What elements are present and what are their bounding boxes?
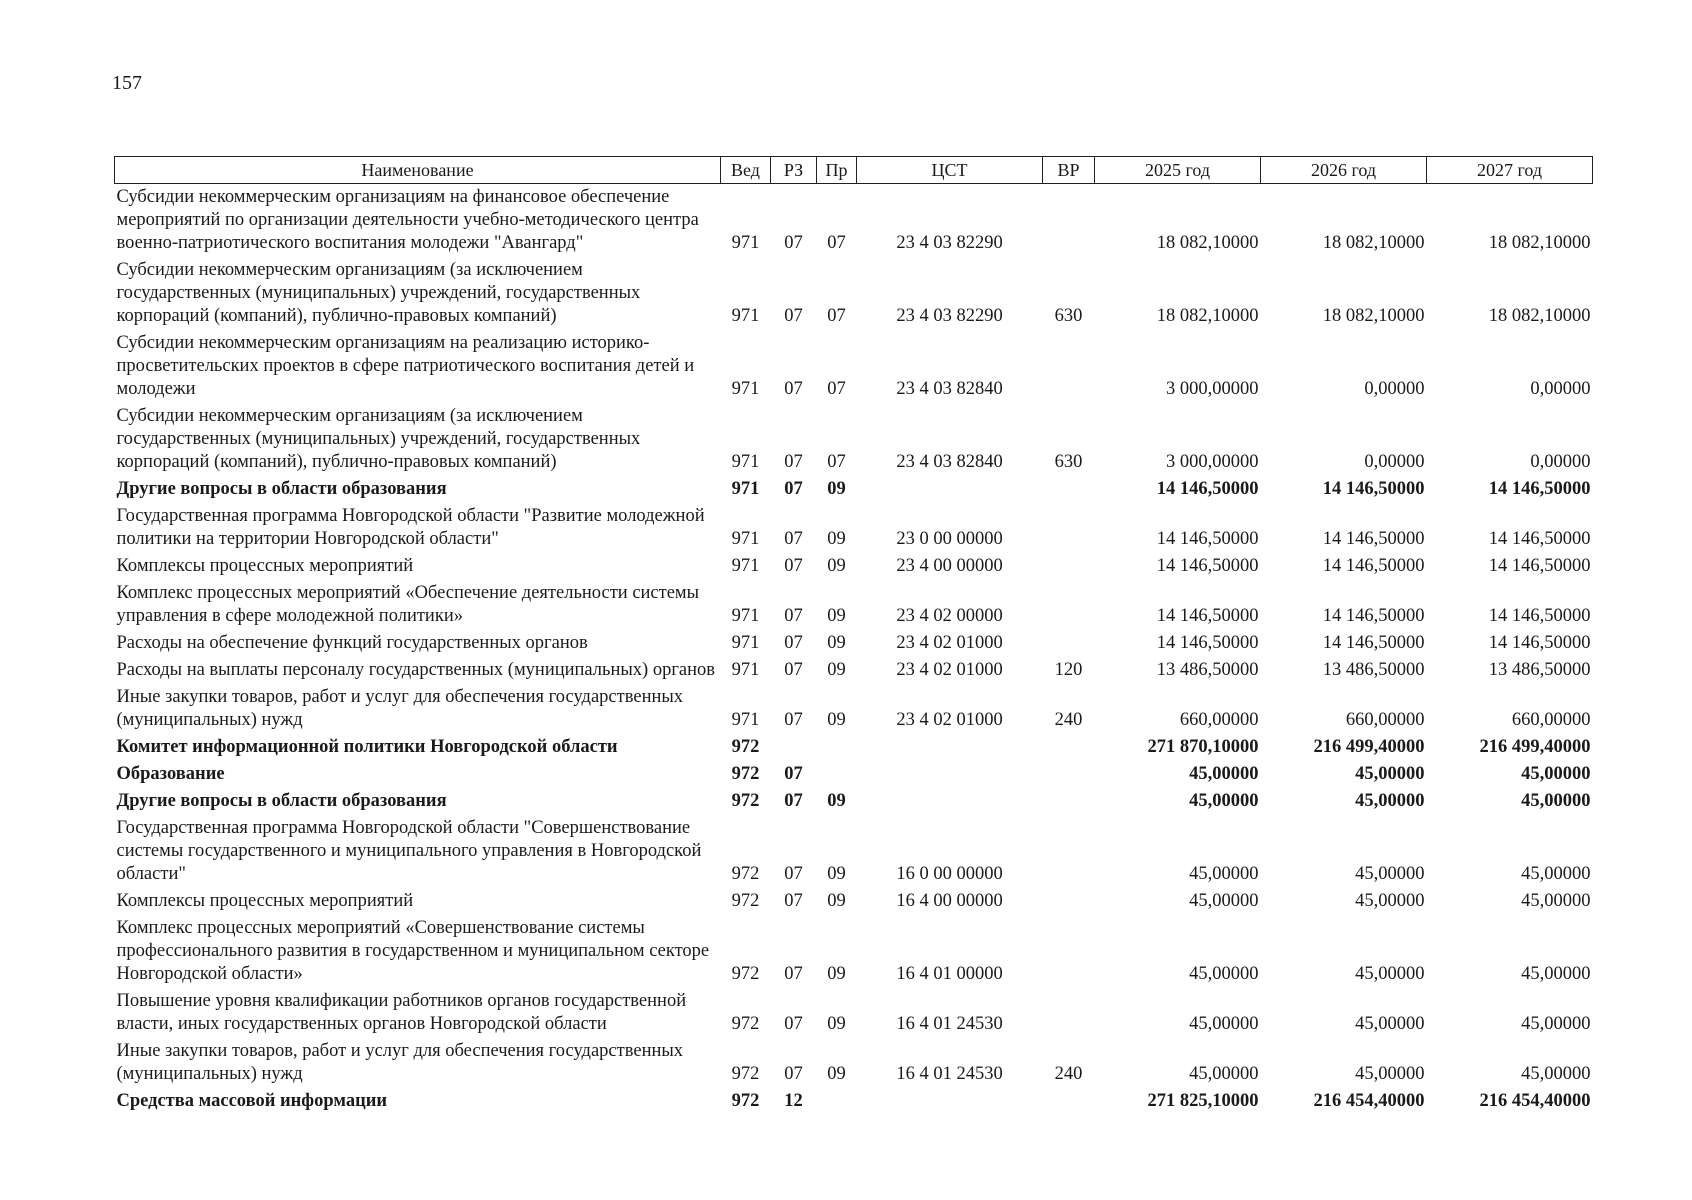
row-cst: 23 4 00 00000 — [896, 556, 1003, 576]
row-2026: 660,00000 — [1345, 710, 1425, 730]
table-row — [115, 474, 1593, 501]
row-cst: 23 4 03 82290 — [896, 233, 1003, 253]
row-rz: 07 — [784, 306, 803, 326]
row-2025: 14 146,50000 — [1156, 529, 1259, 549]
row-rz — [771, 732, 817, 759]
row-ved: 971 — [731, 306, 760, 326]
row-vr — [1043, 501, 1095, 551]
row-2026: 14 146,50000 — [1322, 606, 1425, 626]
header-rz: РЗ — [771, 157, 817, 184]
row-2026: 45,00000 — [1355, 1014, 1425, 1034]
row-vr: 630 — [1054, 452, 1083, 472]
table-row — [115, 732, 1593, 759]
row-pr: 09 — [827, 791, 846, 811]
row-cst: 23 4 03 82840 — [896, 379, 1003, 399]
row-name: Расходы на выплаты персоналу государственных (муниципальных) органов — [116, 660, 716, 680]
row-rz: 07 — [784, 710, 803, 730]
row-2026: 14 146,50000 — [1322, 633, 1425, 653]
row-ved: 971 — [731, 556, 760, 576]
header-cst: ЦСТ — [857, 157, 1043, 184]
table-row — [115, 1086, 1593, 1113]
row-ved: 971 — [731, 379, 760, 399]
row-pr: 07 — [827, 379, 846, 399]
row-2026: 45,00000 — [1355, 791, 1425, 811]
table-row — [115, 682, 1593, 732]
row-vr — [1043, 551, 1095, 578]
row-cst — [857, 759, 1043, 786]
row-vr: 120 — [1054, 660, 1083, 680]
row-name: Комплекс процессных мероприятий «Совершенствование системы профессионального развития в государственном и муниципальном секторе Новгородской области» — [116, 918, 710, 984]
table-row — [115, 255, 1593, 328]
page-number: 157 — [112, 72, 142, 94]
row-pr: 09 — [827, 864, 846, 884]
row-2025: 18 082,10000 — [1156, 233, 1259, 253]
row-vr: 240 — [1054, 710, 1083, 730]
row-2025: 14 146,50000 — [1156, 633, 1259, 653]
row-name: Комитет информационной политики Новгородской области — [116, 737, 618, 757]
row-ved: 972 — [731, 764, 760, 784]
row-name: Повышение уровня квалификации работников органов государственной власти, иных государственных органов Новгородской области — [116, 991, 687, 1034]
row-pr: 07 — [827, 233, 846, 253]
row-vr — [1043, 732, 1095, 759]
row-ved: 972 — [731, 791, 760, 811]
row-pr: 09 — [827, 891, 846, 911]
row-ved: 972 — [731, 1014, 760, 1034]
row-2025: 45,00000 — [1189, 1064, 1259, 1084]
header-2027: 2027 год — [1427, 157, 1593, 184]
row-vr: 240 — [1054, 1064, 1083, 1084]
row-ved: 971 — [731, 452, 760, 472]
row-2025: 271 870,10000 — [1147, 737, 1259, 757]
row-ved: 971 — [731, 529, 760, 549]
row-2025: 13 486,50000 — [1156, 660, 1259, 680]
row-vr — [1043, 786, 1095, 813]
table-row — [115, 886, 1593, 913]
row-2026: 18 082,10000 — [1322, 233, 1425, 253]
table-row — [115, 551, 1593, 578]
row-rz: 07 — [784, 479, 803, 499]
table-row — [115, 1036, 1593, 1086]
row-ved: 971 — [731, 710, 760, 730]
row-cst: 16 4 01 00000 — [896, 964, 1003, 984]
table-row — [115, 913, 1593, 986]
row-2025: 3 000,00000 — [1166, 452, 1259, 472]
row-ved: 972 — [731, 737, 760, 757]
header-vr: ВР — [1043, 157, 1095, 184]
row-2027: 18 082,10000 — [1488, 306, 1591, 326]
row-2026: 45,00000 — [1355, 891, 1425, 911]
row-2025: 45,00000 — [1189, 864, 1259, 884]
table-row — [115, 986, 1593, 1036]
header-2025: 2025 год — [1095, 157, 1261, 184]
row-rz: 07 — [784, 791, 803, 811]
row-cst — [857, 732, 1043, 759]
row-2027: 0,00000 — [1530, 452, 1591, 472]
row-cst — [857, 1086, 1043, 1113]
row-ved: 971 — [731, 633, 760, 653]
row-pr: 09 — [827, 710, 846, 730]
row-2027: 660,00000 — [1511, 710, 1591, 730]
row-cst: 23 4 02 01000 — [896, 660, 1003, 680]
row-pr — [817, 1086, 857, 1113]
row-2026: 0,00000 — [1364, 452, 1425, 472]
row-cst: 23 4 03 82840 — [896, 452, 1003, 472]
row-ved: 972 — [731, 891, 760, 911]
row-2026: 14 146,50000 — [1322, 556, 1425, 576]
row-vr — [1043, 913, 1095, 986]
row-ved: 972 — [731, 864, 760, 884]
row-pr — [817, 759, 857, 786]
row-2027: 216 454,40000 — [1479, 1091, 1591, 1111]
row-pr: 07 — [827, 306, 846, 326]
row-ved: 971 — [731, 660, 760, 680]
row-2025: 45,00000 — [1189, 791, 1259, 811]
row-2025: 3 000,00000 — [1166, 379, 1259, 399]
row-2025: 45,00000 — [1189, 891, 1259, 911]
row-vr — [1043, 986, 1095, 1036]
row-cst — [857, 474, 1043, 501]
row-2025: 271 825,10000 — [1147, 1091, 1259, 1111]
row-vr — [1043, 759, 1095, 786]
row-cst: 16 4 01 24530 — [896, 1014, 1003, 1034]
row-rz: 07 — [784, 1014, 803, 1034]
row-2026: 45,00000 — [1355, 964, 1425, 984]
row-ved: 971 — [731, 233, 760, 253]
row-ved: 971 — [731, 606, 760, 626]
header-2026: 2026 год — [1261, 157, 1427, 184]
row-2027: 45,00000 — [1521, 1014, 1591, 1034]
row-cst: 16 4 00 00000 — [896, 891, 1003, 911]
row-cst: 23 4 02 00000 — [896, 606, 1003, 626]
row-2025: 18 082,10000 — [1156, 306, 1259, 326]
row-name: Иные закупки товаров, работ и услуг для обеспечения государственных (муниципальных) нужд — [116, 1041, 684, 1084]
row-2026: 45,00000 — [1355, 1064, 1425, 1084]
row-2027: 13 486,50000 — [1488, 660, 1591, 680]
row-pr: 09 — [827, 529, 846, 549]
row-cst: 23 4 02 01000 — [896, 710, 1003, 730]
row-2027: 14 146,50000 — [1488, 529, 1591, 549]
row-rz: 07 — [784, 764, 803, 784]
row-2026: 0,00000 — [1364, 379, 1425, 399]
row-2025: 14 146,50000 — [1156, 606, 1259, 626]
row-pr: 07 — [827, 452, 846, 472]
row-pr: 09 — [827, 964, 846, 984]
row-vr: 630 — [1054, 306, 1083, 326]
table-row — [115, 786, 1593, 813]
row-rz: 07 — [784, 452, 803, 472]
row-name: Другие вопросы в области образования — [116, 791, 447, 811]
row-2026: 18 082,10000 — [1322, 306, 1425, 326]
row-2027: 45,00000 — [1521, 964, 1591, 984]
row-2027: 216 499,40000 — [1479, 737, 1591, 757]
header-ved: Вед — [721, 157, 771, 184]
row-2025: 45,00000 — [1189, 764, 1259, 784]
row-cst: 23 4 03 82290 — [896, 306, 1003, 326]
row-rz: 07 — [784, 233, 803, 253]
table-row — [115, 813, 1593, 886]
row-name: Государственная программа Новгородской области "Совершенствование системы государственного и муниципального управления в Новгородской области" — [116, 818, 702, 884]
row-vr — [1043, 628, 1095, 655]
row-ved: 971 — [731, 479, 760, 499]
row-2027: 45,00000 — [1521, 791, 1591, 811]
row-ved: 972 — [731, 1064, 760, 1084]
row-2026: 13 486,50000 — [1322, 660, 1425, 680]
row-2027: 18 082,10000 — [1488, 233, 1591, 253]
table-row — [115, 628, 1593, 655]
row-2027: 14 146,50000 — [1488, 556, 1591, 576]
row-2027: 14 146,50000 — [1488, 606, 1591, 626]
row-name: Средства массовой информации — [116, 1091, 388, 1111]
table-header — [115, 157, 1593, 184]
row-pr: 09 — [827, 1064, 846, 1084]
table-row — [115, 501, 1593, 551]
row-2025: 14 146,50000 — [1156, 556, 1259, 576]
row-name: Комплексы процессных мероприятий — [116, 556, 414, 576]
table-row — [115, 655, 1593, 682]
row-2025: 660,00000 — [1179, 710, 1259, 730]
row-rz: 07 — [784, 633, 803, 653]
row-name: Комплекс процессных мероприятий «Обеспечение деятельности системы управления в сфере молодежной политики» — [116, 583, 700, 626]
row-rz: 07 — [784, 964, 803, 984]
row-name: Субсидии некоммерческим организациям на реализацию историко-просветительских проектов в сфере патриотического воспитания детей и молодежи — [116, 333, 695, 399]
header-name: Наименование — [115, 157, 721, 184]
table-row — [115, 578, 1593, 628]
row-pr: 09 — [827, 1014, 846, 1034]
table-row — [115, 401, 1593, 474]
table-row — [115, 759, 1593, 786]
row-name: Иные закупки товаров, работ и услуг для обеспечения государственных (муниципальных) нужд — [116, 687, 684, 730]
table-row — [115, 328, 1593, 401]
row-name: Расходы на обеспечение функций государственных органов — [116, 633, 588, 653]
row-pr: 09 — [827, 556, 846, 576]
row-rz: 07 — [784, 864, 803, 884]
row-name: Субсидии некоммерческим организациям (за исключением государственных (муниципальных) учреждений, государственных корпораций (компаний), публично-правовых компаний) — [116, 260, 641, 326]
row-pr: 09 — [827, 633, 846, 653]
row-pr — [817, 732, 857, 759]
row-name: Субсидии некоммерческим организациям на финансовое обеспечение мероприятий по организации деятельности учебно-методического центра военно-патриотического воспитания молодежи "Авангард" — [116, 187, 699, 253]
row-name: Субсидии некоммерческим организациям (за исключением государственных (муниципальных) учреждений, государственных корпораций (компаний), публично-правовых компаний) — [116, 406, 641, 472]
row-rz: 07 — [784, 606, 803, 626]
row-2026: 45,00000 — [1355, 764, 1425, 784]
row-2027: 0,00000 — [1530, 379, 1591, 399]
row-rz: 07 — [784, 1064, 803, 1084]
row-2025: 45,00000 — [1189, 1014, 1259, 1034]
row-pr: 09 — [827, 660, 846, 680]
row-2026: 45,00000 — [1355, 864, 1425, 884]
row-vr — [1043, 578, 1095, 628]
row-ved: 972 — [731, 1091, 760, 1111]
row-name: Государственная программа Новгородской области "Развитие молодежной политики на территории Новгородской области" — [116, 506, 705, 549]
row-rz: 07 — [784, 379, 803, 399]
row-rz: 07 — [784, 556, 803, 576]
row-cst: 23 0 00 00000 — [896, 529, 1003, 549]
row-cst — [857, 786, 1043, 813]
row-2027: 45,00000 — [1521, 891, 1591, 911]
row-2027: 45,00000 — [1521, 1064, 1591, 1084]
row-2026: 216 454,40000 — [1313, 1091, 1425, 1111]
row-vr — [1043, 328, 1095, 401]
row-vr — [1043, 474, 1095, 501]
header-pr: Пр — [817, 157, 857, 184]
row-ved: 972 — [731, 964, 760, 984]
row-name: Образование — [116, 764, 225, 784]
row-name: Другие вопросы в области образования — [116, 479, 447, 499]
row-vr — [1043, 184, 1095, 256]
row-2027: 14 146,50000 — [1488, 479, 1591, 499]
row-vr — [1043, 1086, 1095, 1113]
row-pr: 09 — [827, 606, 846, 626]
row-2027: 45,00000 — [1521, 864, 1591, 884]
row-2026: 216 499,40000 — [1313, 737, 1425, 757]
row-cst: 16 4 01 24530 — [896, 1064, 1003, 1084]
row-rz: 07 — [784, 891, 803, 911]
row-2025: 14 146,50000 — [1156, 479, 1259, 499]
row-2026: 14 146,50000 — [1322, 529, 1425, 549]
row-2026: 14 146,50000 — [1322, 479, 1425, 499]
row-pr: 09 — [827, 479, 846, 499]
row-rz: 07 — [784, 529, 803, 549]
row-2027: 14 146,50000 — [1488, 633, 1591, 653]
row-name: Комплексы процессных мероприятий — [116, 891, 414, 911]
row-vr — [1043, 886, 1095, 913]
row-rz: 12 — [784, 1091, 803, 1111]
row-2027: 45,00000 — [1521, 764, 1591, 784]
table-row — [115, 184, 1593, 256]
row-2025: 45,00000 — [1189, 964, 1259, 984]
row-cst: 16 0 00 00000 — [896, 864, 1003, 884]
row-vr — [1043, 813, 1095, 886]
budget-table — [114, 156, 1593, 1113]
row-rz: 07 — [784, 660, 803, 680]
row-cst: 23 4 02 01000 — [896, 633, 1003, 653]
